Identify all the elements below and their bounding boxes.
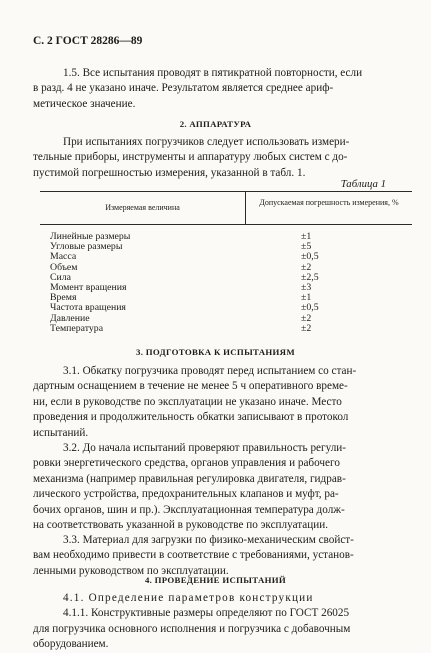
page-header: С. 2 ГОСТ 28286—89 bbox=[33, 35, 143, 47]
text-line: 3.2. До начала испытаний проверяют правильность регули- bbox=[63, 442, 346, 454]
paragraph-3-1 bbox=[33, 364, 405, 441]
section-heading-preparation: 3. ПОДГОТОВКА К ИСПЫТАНИЯМ bbox=[136, 347, 295, 357]
paragraph-3-2 bbox=[33, 441, 405, 533]
paragraph-3-3 bbox=[33, 533, 405, 579]
row-name: Линейные размеры bbox=[50, 231, 131, 242]
row-name: Момент вращения bbox=[50, 281, 127, 293]
table-caption: Таблица 1 bbox=[340, 178, 386, 190]
text-line: ровки энергетического средства, органов управления и рабочего bbox=[33, 457, 340, 470]
row-value: ±0,5 bbox=[301, 251, 319, 263]
text-line: на соответствовать указанной в руководстве по эксплуатации. bbox=[33, 519, 328, 532]
table-row bbox=[0, 324, 431, 334]
text-line: механизма (например правильная регулировка двигателя, гидрав- bbox=[33, 472, 346, 485]
row-name: Объем bbox=[50, 261, 78, 273]
row-value: ±2 bbox=[301, 261, 312, 273]
row-name: Масса bbox=[50, 251, 77, 263]
text-line: пустимой погрешностью измерения, указанной в табл. 1. bbox=[33, 166, 306, 179]
text-line: проведения и продолжительность обкатки записывают в протокол bbox=[33, 411, 349, 424]
text-line: ни, если в руководстве по эксплуатации не указано иначе. Место bbox=[33, 395, 342, 408]
apparatus-paragraph bbox=[33, 135, 405, 181]
text-line: в разд. 4 не указано иначе. Результатом является среднее ариф- bbox=[33, 82, 334, 95]
table-row bbox=[0, 303, 431, 313]
table-header-tolerance: Допускаемая погрешность измерения, % bbox=[259, 198, 399, 207]
text-line: оборудованием. bbox=[33, 638, 109, 651]
row-value: ±3 bbox=[301, 281, 312, 293]
text-line: лического устройства, предохранительных клапанов и муфт, ра- bbox=[33, 488, 339, 501]
text-line: испытаний. bbox=[33, 426, 89, 439]
text-line: 3.3. Материал для загрузки по физико-механическим свойст- bbox=[63, 534, 354, 546]
text-line: дартным оснащением в течение не менее 5 ч оперативного време- bbox=[33, 380, 348, 393]
row-value: ±1 bbox=[301, 231, 312, 242]
row-name: Частота вращения bbox=[50, 302, 126, 314]
text-line: При испытаниях погрузчиков следует использовать измери- bbox=[63, 136, 350, 148]
text-line: ленными руководством по эксплуатации. bbox=[33, 564, 229, 577]
row-name: Давление bbox=[50, 312, 90, 324]
section-heading-apparatus: 2. АППАРАТУРА bbox=[179, 119, 252, 129]
text-line: 4.1.1. Конструктивные размеры определяют по ГОСТ 26025 bbox=[63, 607, 350, 620]
text-line: 4.1. Определение параметров конструкции bbox=[63, 592, 314, 604]
row-value: ±0,5 bbox=[301, 302, 319, 314]
row-name: Время bbox=[50, 292, 77, 304]
table-header-quantity: Измеряемая величина bbox=[105, 203, 180, 212]
table-top-rule bbox=[40, 191, 412, 192]
text-line: 1.5. Все испытания проводят в пятикратной повторности, если bbox=[63, 67, 363, 79]
row-name: Сила bbox=[50, 271, 72, 283]
row-value: ±2 bbox=[301, 322, 312, 334]
text-line: для погрузчика основного исполнения и погрузчика с добавочным bbox=[33, 622, 351, 635]
row-value: ±1 bbox=[301, 292, 312, 304]
text-line: тельные приборы, инструменты и аппаратуру любых систем с до- bbox=[33, 151, 348, 164]
table-header-rule bbox=[40, 224, 412, 225]
intro-paragraph bbox=[33, 66, 405, 112]
row-value: ±2,5 bbox=[301, 271, 319, 283]
text-line: бочих органов, шин и пр.). Эксплуатационная температура долж- bbox=[33, 503, 345, 516]
text-line: 3.1. Обкатку погрузчика проводят перед испытанием со стан- bbox=[63, 365, 357, 377]
paragraph-4-1 bbox=[33, 591, 405, 653]
row-name: Температура bbox=[50, 322, 104, 334]
text-line: метическое значение. bbox=[33, 97, 136, 110]
text-line: вам необходимо привести в соответствие с требованиями, установ- bbox=[33, 549, 354, 562]
row-value: ±2 bbox=[301, 312, 312, 324]
section-heading-testing: 4. ПРОВЕДЕНИЕ ИСПЫТАНИЙ bbox=[144, 575, 287, 585]
table-body bbox=[0, 232, 431, 334]
row-name: Угловые размеры bbox=[50, 241, 123, 253]
row-value: ±5 bbox=[301, 241, 312, 253]
